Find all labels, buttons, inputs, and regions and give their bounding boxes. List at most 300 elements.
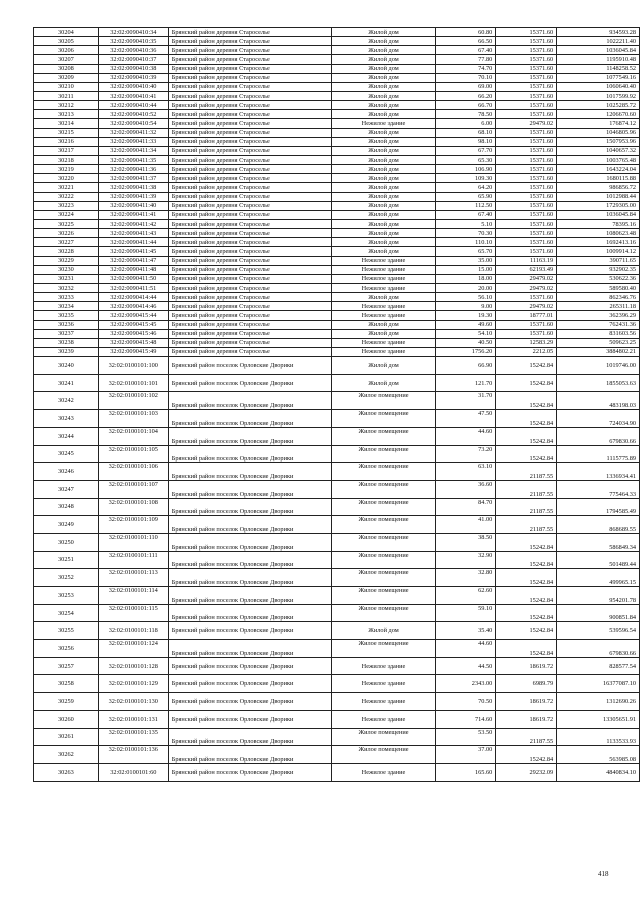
row-number-cell: 30259 xyxy=(34,693,99,711)
cadastral-value-cell: 1012988.44 xyxy=(557,192,640,201)
area-cell: 63.10 xyxy=(436,463,496,481)
table-row xyxy=(34,533,640,551)
area-cell: 9.00 xyxy=(436,302,496,311)
cadastral-value-cell: 932902.35 xyxy=(557,265,640,274)
row-number-cell: 30250 xyxy=(34,533,99,551)
cadastral-value-cell: 1680115.88 xyxy=(557,174,640,183)
row-number-cell: 30260 xyxy=(34,710,99,728)
table-row xyxy=(34,247,640,256)
row-number-cell: 30223 xyxy=(34,201,99,210)
object-type-cell: Жилой дом xyxy=(331,146,436,155)
unit-value-cell: 21187.55 xyxy=(496,728,557,746)
cadastral-value-cell: 1195910.48 xyxy=(557,55,640,64)
table-row xyxy=(34,604,640,622)
cadastral-value-cell: 900851.84 xyxy=(557,604,640,622)
cadastral-number-cell: 32:02:0090410:34 xyxy=(98,28,168,37)
cadastral-number-cell: 32:02:0100101:60 xyxy=(98,763,168,781)
cadastral-value-cell: 78395.16 xyxy=(557,219,640,228)
unit-value-cell: 15371.60 xyxy=(496,293,557,302)
unit-value-cell: 2212.05 xyxy=(496,347,557,356)
cadastral-value-cell: 1003765.48 xyxy=(557,155,640,164)
cadastral-value-cell: 586849.34 xyxy=(557,533,640,551)
object-type-cell: Жилой дом xyxy=(331,91,436,100)
cadastral-number-cell: 32:02:0090415:46 xyxy=(98,329,168,338)
table-row xyxy=(34,728,640,746)
cadastral-value-cell: 1507953.96 xyxy=(557,137,640,146)
cadastral-number-cell: 32:02:0090411:44 xyxy=(98,238,168,247)
object-type-cell: Жилой дом xyxy=(331,128,436,137)
unit-value-cell: 15242.84 xyxy=(496,569,557,587)
cadastral-value-cell: 862346.76 xyxy=(557,293,640,302)
unit-value-cell: 15371.60 xyxy=(496,155,557,164)
cadastral-number-cell: 32:02:0090411:41 xyxy=(98,210,168,219)
row-number-cell: 30217 xyxy=(34,146,99,155)
object-type-cell: Жилой дом xyxy=(331,622,436,640)
object-type-cell: Жилой дом xyxy=(331,210,436,219)
row-number-cell: 30221 xyxy=(34,183,99,192)
area-cell: 112.50 xyxy=(436,201,496,210)
area-cell: 121.70 xyxy=(436,374,496,392)
object-type-cell: Жилой дом xyxy=(331,329,436,338)
table-row xyxy=(34,302,640,311)
area-cell: 65.90 xyxy=(436,192,496,201)
cadastral-number-cell: 32:02:0100101:129 xyxy=(98,675,168,693)
cadastral-value-cell: 679830.66 xyxy=(557,640,640,658)
row-number-cell: 30241 xyxy=(34,374,99,392)
object-type-cell: Жилой дом xyxy=(331,357,436,375)
object-type-cell: Жилой дом xyxy=(331,174,436,183)
address-cell: Брянский район деревня Староселье xyxy=(168,210,331,219)
cadastral-value-cell: 679830.66 xyxy=(557,427,640,445)
table-row xyxy=(34,174,640,183)
table-row xyxy=(34,675,640,693)
cadastral-number-cell: 32:02:0100101:113 xyxy=(98,569,168,587)
row-number-cell: 30238 xyxy=(34,338,99,347)
area-cell: 66.70 xyxy=(436,101,496,110)
address-cell: Брянский район поселок Орловские Дворики xyxy=(168,357,331,375)
row-number-cell: 30247 xyxy=(34,480,99,498)
object-type-cell: Жилой дом xyxy=(331,101,436,110)
address-cell: Брянский район деревня Староселье xyxy=(168,82,331,91)
address-cell: Брянский район деревня Староселье xyxy=(168,311,331,320)
row-number-cell: 30239 xyxy=(34,347,99,356)
table-row xyxy=(34,746,640,764)
cadastral-number-cell: 32:02:0090411:47 xyxy=(98,256,168,265)
table-row xyxy=(34,64,640,73)
row-number-cell: 30227 xyxy=(34,238,99,247)
table-row xyxy=(34,110,640,119)
area-cell: 98.10 xyxy=(436,137,496,146)
object-type-cell: Нежилое здание xyxy=(331,763,436,781)
area-cell: 67.40 xyxy=(436,210,496,219)
cadastral-number-cell: 32:02:0100101:118 xyxy=(98,622,168,640)
cadastral-number-cell: 32:02:0090410:36 xyxy=(98,46,168,55)
area-cell: 32.80 xyxy=(436,569,496,587)
address-cell: Брянский район деревня Староселье xyxy=(168,146,331,155)
table-row xyxy=(34,46,640,55)
object-type-cell: Жилое помещение xyxy=(331,604,436,622)
table-body xyxy=(34,28,640,782)
table-row xyxy=(34,347,640,356)
cadastral-value-cell: 1036045.84 xyxy=(557,210,640,219)
address-cell: Брянский район деревня Староселье xyxy=(168,247,331,256)
address-cell: Брянский район поселок Орловские Дворики xyxy=(168,728,331,746)
row-number-cell: 30240 xyxy=(34,357,99,375)
area-cell: 44.60 xyxy=(436,427,496,445)
cadastral-value-cell: 1133533.93 xyxy=(557,728,640,746)
unit-value-cell: 15242.84 xyxy=(496,551,557,569)
row-number-cell: 30233 xyxy=(34,293,99,302)
cadastral-number-cell: 32:02:0090411:32 xyxy=(98,128,168,137)
cadastral-number-cell: 32:02:0100101:106 xyxy=(98,463,168,481)
object-type-cell: Нежилое здание xyxy=(331,302,436,311)
row-number-cell: 30207 xyxy=(34,55,99,64)
cadastral-number-cell: 32:02:0100101:102 xyxy=(98,392,168,410)
area-cell: 70.30 xyxy=(436,229,496,238)
cadastral-number-cell: 32:02:0090410:41 xyxy=(98,91,168,100)
row-number-cell: 30224 xyxy=(34,210,99,219)
address-cell: Брянский район деревня Староселье xyxy=(168,64,331,73)
unit-value-cell: 15242.84 xyxy=(496,640,557,658)
address-cell: Брянский район деревня Староселье xyxy=(168,302,331,311)
table-row xyxy=(34,640,640,658)
cadastral-value-cell: 986856.72 xyxy=(557,183,640,192)
table-row xyxy=(34,274,640,283)
address-cell: Брянский район деревня Староселье xyxy=(168,347,331,356)
object-type-cell: Жилой дом xyxy=(331,320,436,329)
cadastral-number-cell: 32:02:0090410:38 xyxy=(98,64,168,73)
cadastral-number-cell: 32:02:0100101:111 xyxy=(98,551,168,569)
cadastral-value-cell: 509623.25 xyxy=(557,338,640,347)
cadastral-value-cell: 1692413.16 xyxy=(557,238,640,247)
cadastral-value-cell: 1017599.92 xyxy=(557,91,640,100)
table-row xyxy=(34,155,640,164)
address-cell: Брянский район поселок Орловские Дворики xyxy=(168,498,331,516)
cadastral-number-cell: 32:02:0100101:109 xyxy=(98,516,168,534)
row-number-cell: 30253 xyxy=(34,587,99,605)
cadastral-value-cell: 1022211.40 xyxy=(557,37,640,46)
address-cell: Брянский район деревня Староселье xyxy=(168,238,331,247)
area-cell: 74.70 xyxy=(436,64,496,73)
area-cell: 66.20 xyxy=(436,91,496,100)
unit-value-cell: 29479.02 xyxy=(496,283,557,292)
object-type-cell: Жилое помещение xyxy=(331,569,436,587)
table-row xyxy=(34,392,640,410)
cadastral-value-cell: 1025285.72 xyxy=(557,101,640,110)
unit-value-cell: 15371.60 xyxy=(496,146,557,155)
address-cell: Брянский район деревня Староселье xyxy=(168,219,331,228)
row-number-cell: 30206 xyxy=(34,46,99,55)
cadastral-table xyxy=(33,27,640,782)
unit-value-cell: 15242.84 xyxy=(496,746,557,764)
object-type-cell: Жилой дом xyxy=(331,374,436,392)
area-cell: 67.40 xyxy=(436,46,496,55)
object-type-cell: Жилой дом xyxy=(331,73,436,82)
object-type-cell: Нежилое здание xyxy=(331,693,436,711)
row-number-cell: 30208 xyxy=(34,64,99,73)
table-row xyxy=(34,283,640,292)
cadastral-number-cell: 32:02:0090411:43 xyxy=(98,229,168,238)
area-cell: 44.60 xyxy=(436,640,496,658)
row-number-cell: 30254 xyxy=(34,604,99,622)
table-row xyxy=(34,622,640,640)
area-cell: 109.30 xyxy=(436,174,496,183)
cadastral-value-cell: 530622.36 xyxy=(557,274,640,283)
area-cell: 714.60 xyxy=(436,710,496,728)
address-cell: Брянский район поселок Орловские Дворики xyxy=(168,746,331,764)
address-cell: Брянский район деревня Староселье xyxy=(168,155,331,164)
object-type-cell: Жилой дом xyxy=(331,238,436,247)
object-type-cell: Жилой дом xyxy=(331,37,436,46)
address-cell: Брянский район деревня Староселье xyxy=(168,229,331,238)
area-cell: 66.90 xyxy=(436,357,496,375)
area-cell: 165.60 xyxy=(436,763,496,781)
address-cell: Брянский район деревня Староселье xyxy=(168,192,331,201)
unit-value-cell: 15371.60 xyxy=(496,183,557,192)
cadastral-value-cell: 1115775.89 xyxy=(557,445,640,463)
cadastral-number-cell: 32:02:0090415:44 xyxy=(98,311,168,320)
cadastral-value-cell: 16377087.10 xyxy=(557,675,640,693)
table-row xyxy=(34,311,640,320)
cadastral-number-cell: 32:02:0100101:124 xyxy=(98,640,168,658)
cadastral-value-cell: 1729305.00 xyxy=(557,201,640,210)
object-type-cell: Жилой дом xyxy=(331,64,436,73)
object-type-cell: Нежилое здание xyxy=(331,657,436,675)
table-row xyxy=(34,101,640,110)
address-cell: Брянский район поселок Орловские Дворики xyxy=(168,693,331,711)
row-number-cell: 30246 xyxy=(34,463,99,481)
table-row xyxy=(34,256,640,265)
area-cell: 37.00 xyxy=(436,746,496,764)
table-row xyxy=(34,238,640,247)
unit-value-cell: 15371.60 xyxy=(496,192,557,201)
cadastral-value-cell: 831603.56 xyxy=(557,329,640,338)
table-row xyxy=(34,219,640,228)
address-cell: Брянский район поселок Орловские Дворики xyxy=(168,551,331,569)
address-cell: Брянский район поселок Орловские Дворики xyxy=(168,410,331,428)
unit-value-cell: 21187.55 xyxy=(496,516,557,534)
cadastral-value-cell: 1009914.12 xyxy=(557,247,640,256)
cadastral-number-cell: 32:02:0100101:103 xyxy=(98,410,168,428)
unit-value-cell: 15242.84 xyxy=(496,622,557,640)
unit-value-cell: 15371.60 xyxy=(496,219,557,228)
object-type-cell: Нежилое здание xyxy=(331,119,436,128)
address-cell: Брянский район деревня Староселье xyxy=(168,101,331,110)
unit-value-cell: 15371.60 xyxy=(496,165,557,174)
table-row xyxy=(34,183,640,192)
address-cell: Брянский район деревня Староселье xyxy=(168,37,331,46)
area-cell: 49.60 xyxy=(436,320,496,329)
cadastral-value-cell: 13305651.91 xyxy=(557,710,640,728)
cadastral-number-cell: 32:02:0100101:100 xyxy=(98,357,168,375)
object-type-cell: Жилое помещение xyxy=(331,392,436,410)
row-number-cell: 30237 xyxy=(34,329,99,338)
table-row xyxy=(34,119,640,128)
cadastral-number-cell: 32:02:0090410:39 xyxy=(98,73,168,82)
area-cell: 38.50 xyxy=(436,533,496,551)
address-cell: Брянский район поселок Орловские Дворики xyxy=(168,533,331,551)
object-type-cell: Жилой дом xyxy=(331,229,436,238)
cadastral-number-cell: 32:02:0090411:51 xyxy=(98,283,168,292)
cadastral-number-cell: 32:02:0090411:42 xyxy=(98,219,168,228)
address-cell: Брянский район деревня Староселье xyxy=(168,128,331,137)
row-number-cell: 30262 xyxy=(34,746,99,764)
table-row xyxy=(34,763,640,781)
cadastral-value-cell: 1036045.84 xyxy=(557,46,640,55)
row-number-cell: 30229 xyxy=(34,256,99,265)
row-number-cell: 30235 xyxy=(34,311,99,320)
table-row xyxy=(34,91,640,100)
table-row xyxy=(34,192,640,201)
object-type-cell: Жилое помещение xyxy=(331,463,436,481)
object-type-cell: Жилое помещение xyxy=(331,640,436,658)
row-number-cell: 30256 xyxy=(34,640,99,658)
unit-value-cell: 15371.60 xyxy=(496,82,557,91)
cadastral-number-cell: 32:02:0090411:39 xyxy=(98,192,168,201)
row-number-cell: 30222 xyxy=(34,192,99,201)
table-row xyxy=(34,710,640,728)
cadastral-value-cell: 501489.44 xyxy=(557,551,640,569)
object-type-cell: Жилой дом xyxy=(331,247,436,256)
area-cell: 47.50 xyxy=(436,410,496,428)
cadastral-value-cell: 934593.28 xyxy=(557,28,640,37)
object-type-cell: Жилой дом xyxy=(331,55,436,64)
area-cell: 6.00 xyxy=(436,119,496,128)
page-number: 418 xyxy=(598,870,609,878)
area-cell: 69.00 xyxy=(436,82,496,91)
cadastral-number-cell: 32:02:0090410:52 xyxy=(98,110,168,119)
address-cell: Брянский район поселок Орловские Дворики xyxy=(168,516,331,534)
cadastral-value-cell: 362396.29 xyxy=(557,311,640,320)
row-number-cell: 30245 xyxy=(34,445,99,463)
unit-value-cell: 15371.60 xyxy=(496,238,557,247)
cadastral-value-cell: 563985.08 xyxy=(557,746,640,764)
unit-value-cell: 11163.19 xyxy=(496,256,557,265)
object-type-cell: Жилой дом xyxy=(331,137,436,146)
unit-value-cell: 15242.84 xyxy=(496,357,557,375)
object-type-cell: Жилое помещение xyxy=(331,410,436,428)
unit-value-cell: 15371.60 xyxy=(496,128,557,137)
row-number-cell: 30213 xyxy=(34,110,99,119)
cadastral-value-cell: 1794585.49 xyxy=(557,498,640,516)
unit-value-cell: 29479.02 xyxy=(496,119,557,128)
address-cell: Брянский район деревня Староселье xyxy=(168,293,331,302)
unit-value-cell: 15371.60 xyxy=(496,320,557,329)
area-cell: 77.80 xyxy=(436,55,496,64)
area-cell: 2343.00 xyxy=(436,675,496,693)
table-row xyxy=(34,210,640,219)
row-number-cell: 30212 xyxy=(34,101,99,110)
address-cell: Брянский район деревня Староселье xyxy=(168,320,331,329)
cadastral-number-cell: 32:02:0090411:48 xyxy=(98,265,168,274)
cadastral-value-cell: 1040657.32 xyxy=(557,146,640,155)
unit-value-cell: 29479.02 xyxy=(496,274,557,283)
cadastral-number-cell: 32:02:0100101:101 xyxy=(98,374,168,392)
row-number-cell: 30242 xyxy=(34,392,99,410)
address-cell: Брянский район поселок Орловские Дворики xyxy=(168,569,331,587)
area-cell: 59.10 xyxy=(436,604,496,622)
area-cell: 32.90 xyxy=(436,551,496,569)
object-type-cell: Жилой дом xyxy=(331,82,436,91)
unit-value-cell: 15371.60 xyxy=(496,329,557,338)
table-row xyxy=(34,55,640,64)
row-number-cell: 30248 xyxy=(34,498,99,516)
table-row xyxy=(34,146,640,155)
row-number-cell: 30219 xyxy=(34,165,99,174)
cadastral-number-cell: 32:02:0090411:37 xyxy=(98,174,168,183)
area-cell: 78.50 xyxy=(436,110,496,119)
object-type-cell: Жилой дом xyxy=(331,293,436,302)
address-cell: Брянский район деревня Староселье xyxy=(168,338,331,347)
unit-value-cell: 15242.84 xyxy=(496,392,557,410)
table-row xyxy=(34,480,640,498)
area-cell: 68.10 xyxy=(436,128,496,137)
object-type-cell: Жилой дом xyxy=(331,201,436,210)
cadastral-value-cell: 775464.33 xyxy=(557,480,640,498)
row-number-cell: 30243 xyxy=(34,410,99,428)
row-number-cell: 30211 xyxy=(34,91,99,100)
area-cell: 18.00 xyxy=(436,274,496,283)
cadastral-number-cell: 32:02:0090410:35 xyxy=(98,37,168,46)
area-cell: 44.50 xyxy=(436,657,496,675)
row-number-cell: 30251 xyxy=(34,551,99,569)
cadastral-number-cell: 32:02:0090410:54 xyxy=(98,119,168,128)
cadastral-value-cell: 1148258.52 xyxy=(557,64,640,73)
address-cell: Брянский район поселок Орловские Дворики xyxy=(168,675,331,693)
cadastral-number-cell: 32:02:0100101:107 xyxy=(98,480,168,498)
unit-value-cell: 18619.72 xyxy=(496,710,557,728)
object-type-cell: Жилое помещение xyxy=(331,587,436,605)
address-cell: Брянский район поселок Орловские Дворики xyxy=(168,480,331,498)
table-row xyxy=(34,201,640,210)
cadastral-value-cell: 4840834.10 xyxy=(557,763,640,781)
address-cell: Брянский район деревня Староселье xyxy=(168,256,331,265)
unit-value-cell: 6989.79 xyxy=(496,675,557,693)
row-number-cell: 30257 xyxy=(34,657,99,675)
cadastral-number-cell: 32:02:0100101:130 xyxy=(98,693,168,711)
area-cell: 110.10 xyxy=(436,238,496,247)
area-cell: 73.20 xyxy=(436,445,496,463)
cadastral-number-cell: 32:02:0090411:33 xyxy=(98,137,168,146)
unit-value-cell: 29479.02 xyxy=(496,302,557,311)
object-type-cell: Нежилое здание xyxy=(331,283,436,292)
table-row xyxy=(34,229,640,238)
area-cell: 70.10 xyxy=(436,73,496,82)
cadastral-value-cell: 1206670.60 xyxy=(557,110,640,119)
address-cell: Брянский район поселок Орловские Дворики xyxy=(168,374,331,392)
cadastral-number-cell: 32:02:0090411:38 xyxy=(98,183,168,192)
area-cell: 1756.20 xyxy=(436,347,496,356)
object-type-cell: Нежилое здание xyxy=(331,265,436,274)
table-row xyxy=(34,427,640,445)
cadastral-value-cell: 265311.18 xyxy=(557,302,640,311)
unit-value-cell: 15371.60 xyxy=(496,210,557,219)
cadastral-number-cell: 32:02:0100101:114 xyxy=(98,587,168,605)
cadastral-number-cell: 32:02:0090410:37 xyxy=(98,55,168,64)
cadastral-value-cell: 828577.54 xyxy=(557,657,640,675)
table-row xyxy=(34,357,640,375)
row-number-cell: 30261 xyxy=(34,728,99,746)
cadastral-value-cell: 1312690.26 xyxy=(557,693,640,711)
area-cell: 56.10 xyxy=(436,293,496,302)
object-type-cell: Нежилое здание xyxy=(331,710,436,728)
area-cell: 65.30 xyxy=(436,155,496,164)
table-row xyxy=(34,37,640,46)
row-number-cell: 30209 xyxy=(34,73,99,82)
unit-value-cell: 15242.84 xyxy=(496,587,557,605)
row-number-cell: 30255 xyxy=(34,622,99,640)
cadastral-number-cell: 32:02:0090411:50 xyxy=(98,274,168,283)
